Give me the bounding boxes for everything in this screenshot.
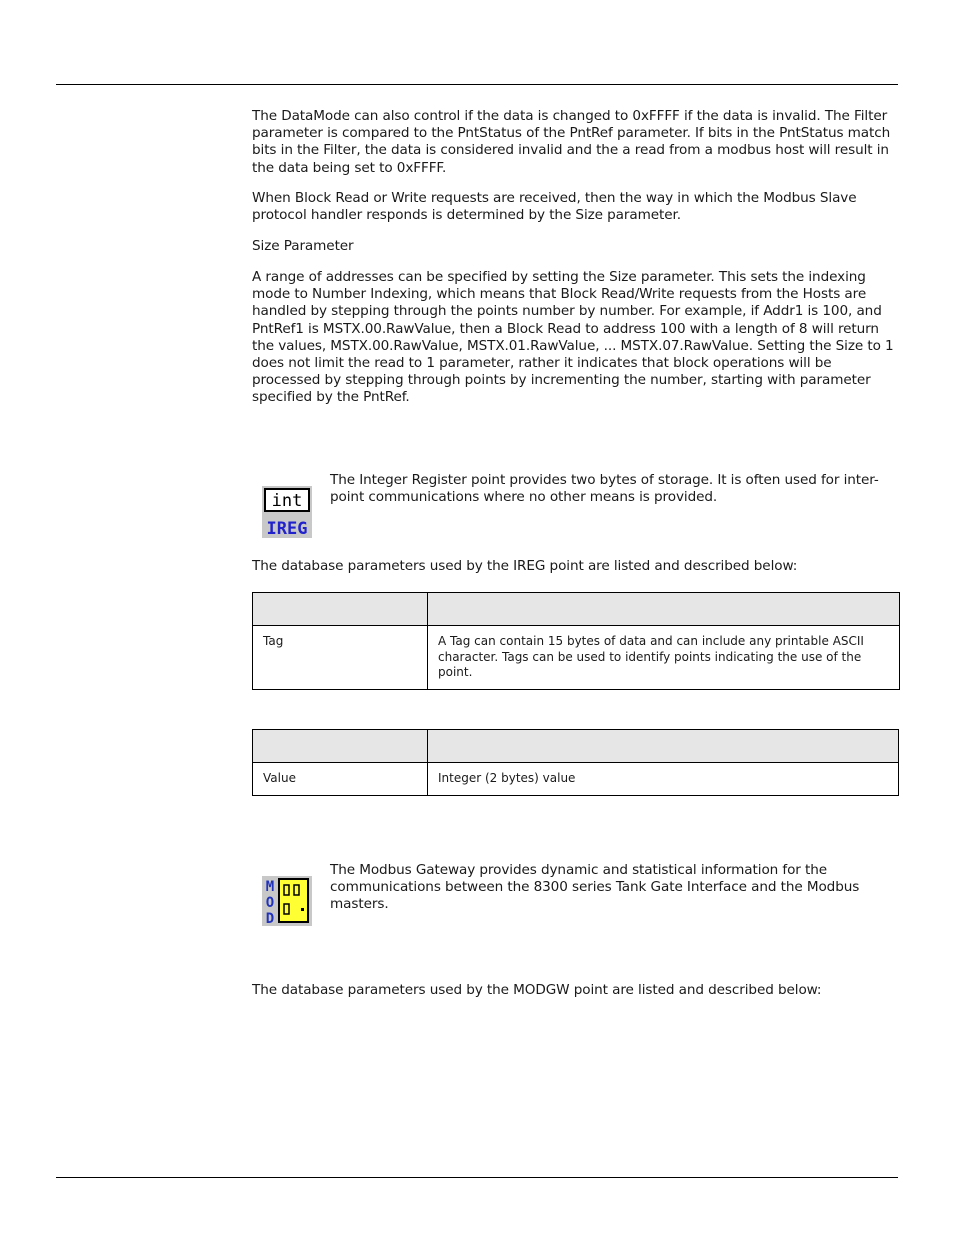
modgw-params-intro: The database parameters used by the MODGW point are listed and described below: <box>252 982 822 998</box>
param-name-cell: Value <box>253 763 428 796</box>
ireg-point-icon <box>262 486 312 538</box>
header-rule <box>56 84 898 85</box>
ireg-icon-top-text: int <box>271 491 303 511</box>
table-header-row <box>253 593 900 626</box>
ireg-params-intro: The database parameters used by the IREG point are listed and described below: <box>252 558 798 574</box>
ireg-description: The Integer Register point provides two bytes of storage. It is often used for inter-point communications where no other means is provided. <box>330 472 879 506</box>
modgw-icon-letter-d: D <box>265 911 275 926</box>
modgw-icon-letter-m: M <box>265 879 275 895</box>
modgw-description: The Modbus Gateway provides dynamic and statistical information for the communications between the 8300 series Tank Gate Interface and the Modbus masters. <box>330 862 860 913</box>
param-desc-cell: Integer (2 bytes) value <box>428 763 899 796</box>
table-header-cell <box>253 730 428 763</box>
block-request-paragraph: When Block Read or Write requests are received, then the way in which the Modbus Slave protocol handler responds is determined by the Size parameter. <box>252 190 857 224</box>
table-row <box>253 626 900 690</box>
size-parameter-heading: Size Parameter <box>252 238 354 254</box>
table-header-cell <box>428 730 899 763</box>
ireg-config-table <box>252 592 900 690</box>
ireg-icon-bottom-text: IREG <box>266 519 308 538</box>
modgw-point-icon <box>262 876 312 926</box>
ireg-dynamic-table <box>252 729 899 796</box>
size-parameter-paragraph: A range of addresses can be specified by setting the Size parameter. This sets the indexing mode to Number Indexing, which means that Block Read/Write requests from the Hosts are handled by stepping through the points number by number. For example, if Addr1 is 100, and PntRef1 is MSTX.00.RawValue, then a Block Read to address 100 with a length of 8 will return the values, MSTX.00.RawValue, MSTX.01.RawValue, ... MSTX.07.RawValue. Setting the Size to 1 does not limit the read to 1 parameter, rather it indicates that block operations will be processed by stepping through points by incrementing the number, starting with parameter specified by the PntRef. <box>252 269 894 406</box>
modgw-icon-letter-o: O <box>265 895 275 911</box>
param-name-cell: Tag <box>253 626 428 690</box>
table-header-row <box>253 730 899 763</box>
datamode-paragraph: The DataMode can also control if the data is changed to 0xFFFF if the data is invalid. The Filter parameter is compared to the PntStatus of the PntRef parameter. If bits in the PntStatus match bits in the Filter, the data is considered invalid and the a read from a modbus host will result in the data being set to 0xFFFF. <box>252 108 891 176</box>
footer-rule <box>56 1177 898 1178</box>
param-desc-cell: A Tag can contain 15 bytes of data and can include any printable ASCII character. Tags can be used to identify points indicating the use of the point. <box>428 626 900 690</box>
table-header-cell <box>428 593 900 626</box>
table-row <box>253 763 899 796</box>
table-header-cell <box>253 593 428 626</box>
